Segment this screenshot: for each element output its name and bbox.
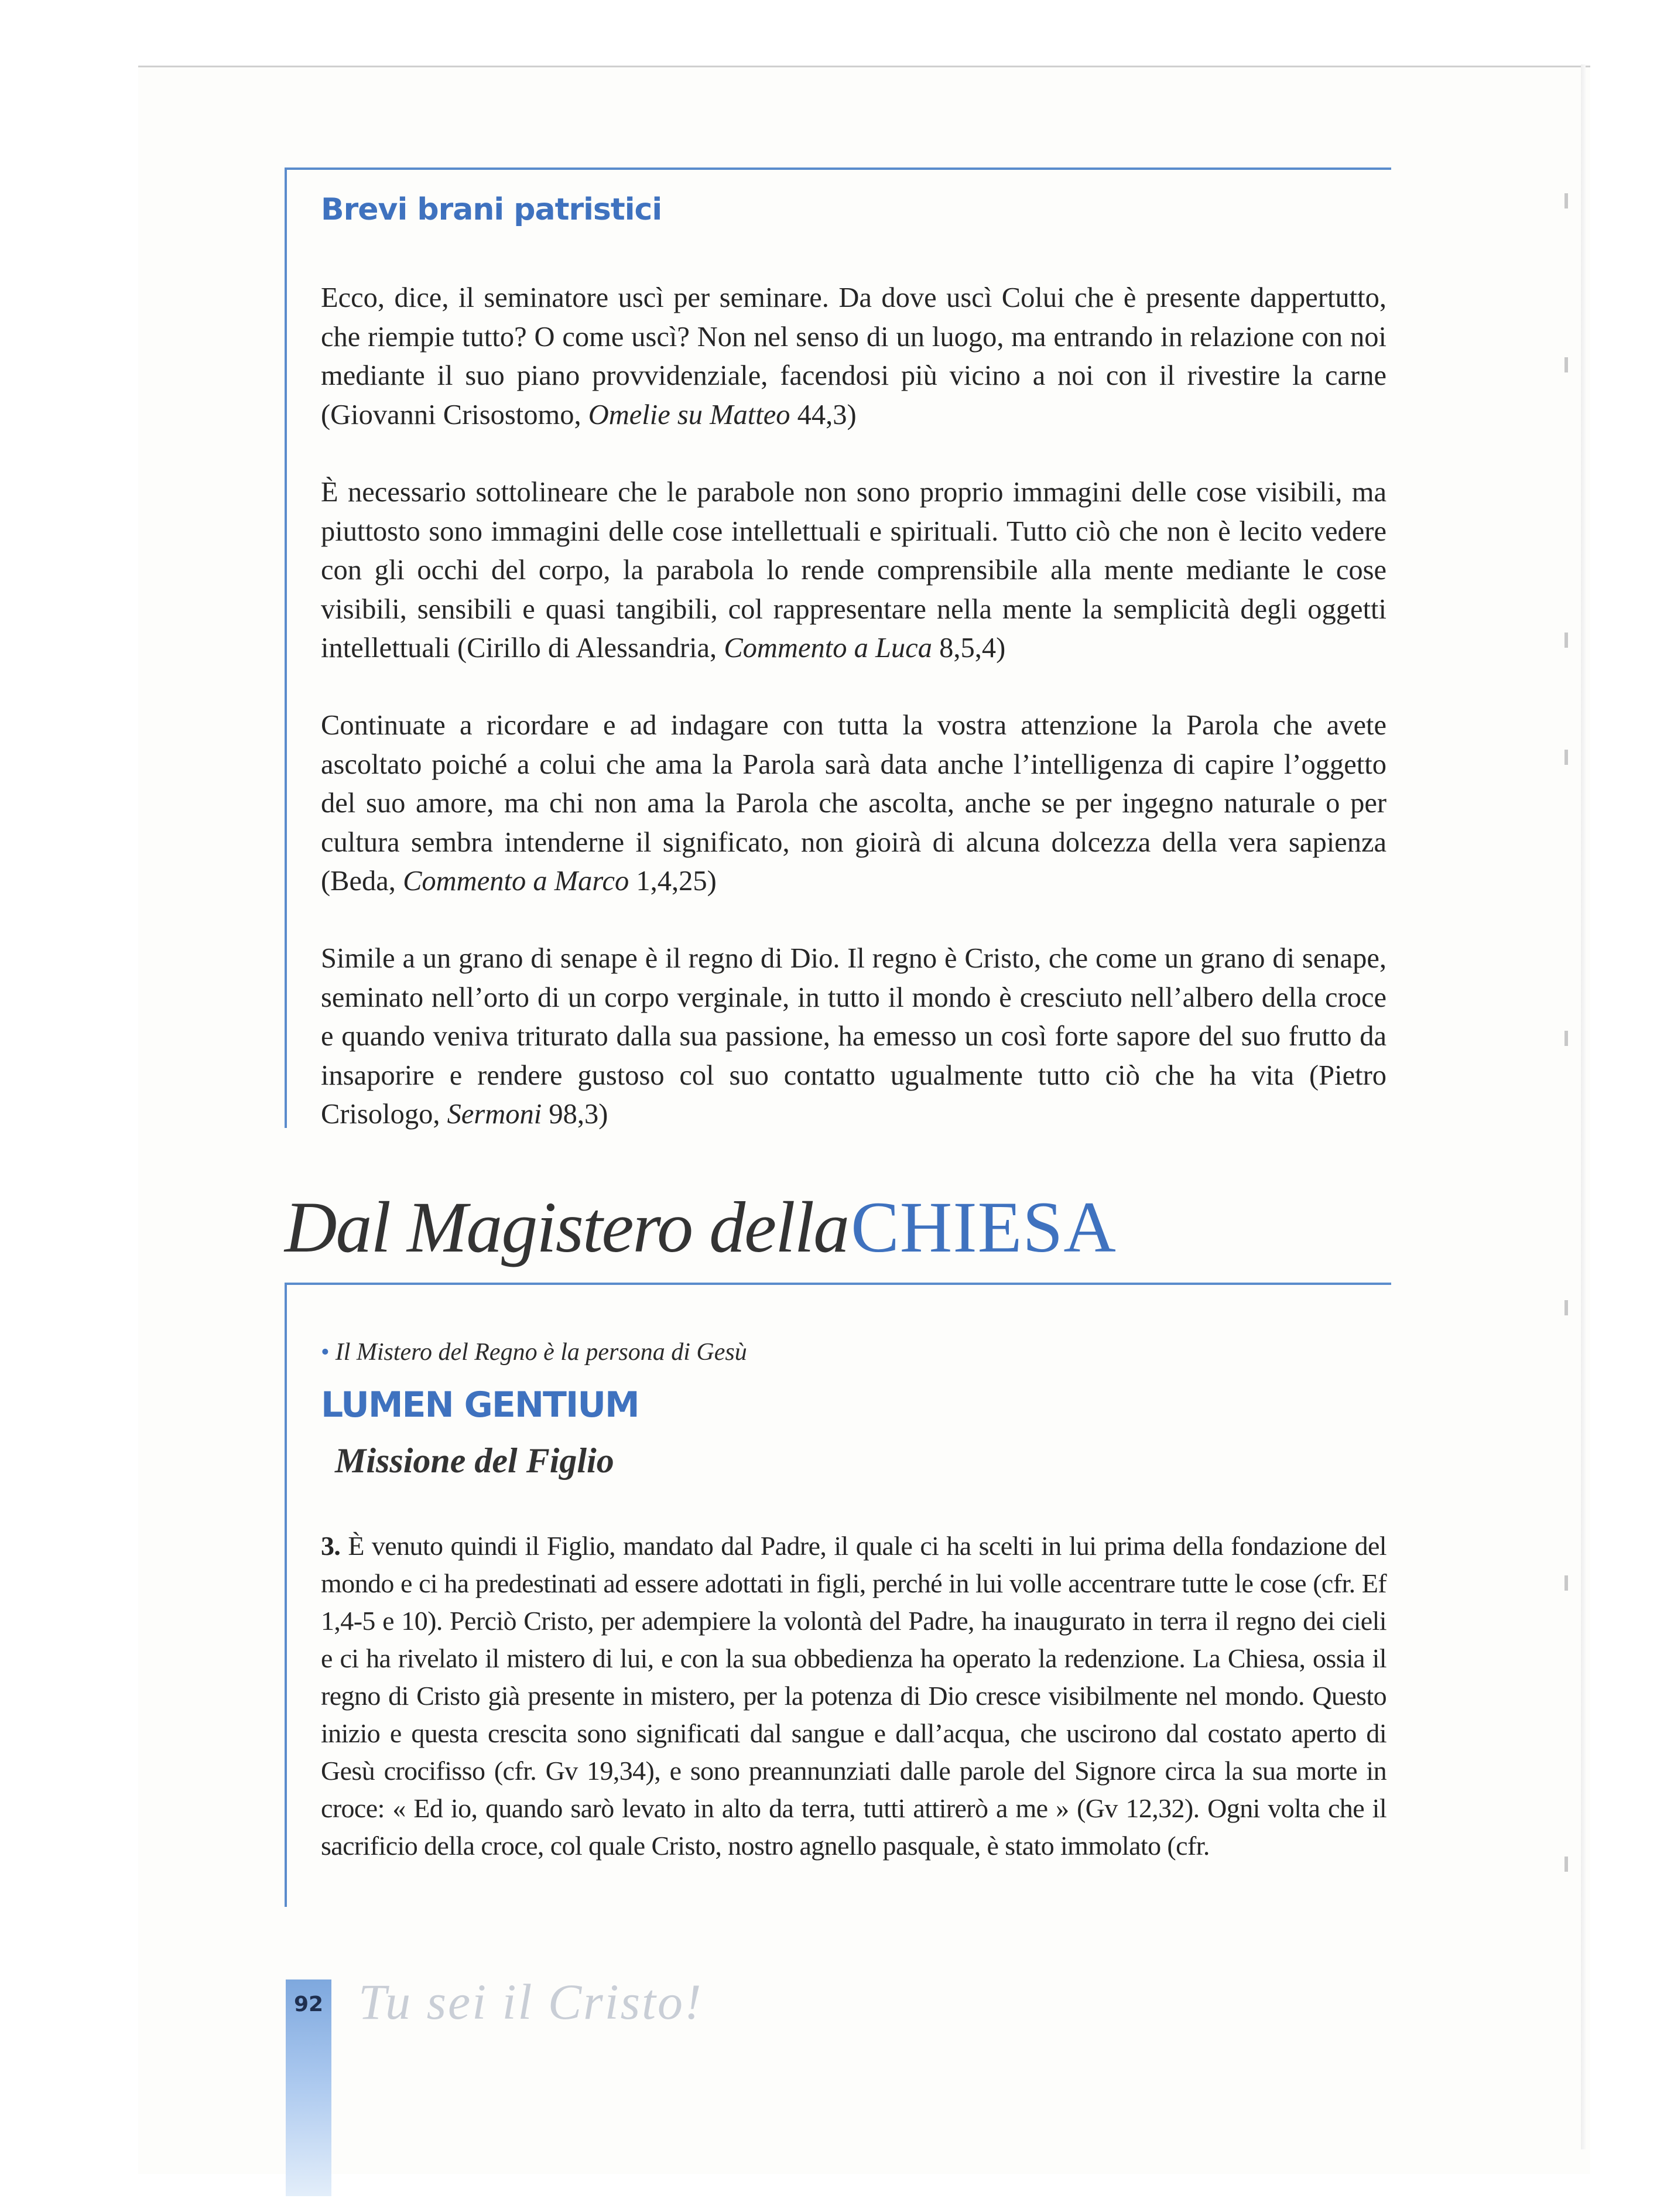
bullet-text: Il Mistero del Regno è la persona di Gesù (335, 1339, 747, 1366)
paragraph-text: Continuate a ricordare e ad indagare con tutta la vostra attenzione la Parola che avete ascoltato poiché a colui che ama la Parola sarà data anche l’intelligenza di capire l’oggetto del suo amore, ma chi non ama la Parola che ascolta, anche se per ingegno naturale o per cultura sembra intenderne il significato, non gioirà di alcuna dolcezza della vera sapienza (Beda, (321, 710, 1386, 897)
margin-mark (1564, 633, 1568, 648)
section-heading-caps: CHIESA (851, 1187, 1117, 1267)
page-number: 92 (293, 1992, 324, 2016)
patristic-paragraph-4 (321, 939, 1386, 1134)
section-heading-italic: Dal Magistero della (285, 1187, 849, 1267)
page-right-edge (1581, 64, 1586, 2149)
paragraph-number: 3. (321, 1531, 341, 1561)
section-rule (285, 1283, 1391, 1285)
paragraph-text: È necessario sottolineare che le parabole non sono proprio immagini delle cose visibili, ma piuttosto sono immagini delle cose intellettuali e spirituali. Tutto ciò che non è lecito vedere con gli occhi del corpo, la parabola lo rende comprensibile alla mente mediante le cose visibili, sensibili e quasi tangibili, col rappresentare nella mente la semplicità degli oggetti intellettuali (Cirillo di Alessandria, (321, 477, 1386, 664)
box-title: Brevi brani patristici (321, 192, 662, 227)
work-title: Commento a Marco (403, 866, 629, 897)
section-heading (285, 1186, 1117, 1269)
margin-mark (1564, 1857, 1568, 1872)
margin-mark (1564, 193, 1568, 208)
margin-mark (1564, 750, 1568, 765)
work-title: Sermoni (447, 1099, 542, 1130)
topic-bullet (321, 1338, 747, 1366)
paragraph-text: Ecco, dice, il seminatore uscì per seminare. Da dove uscì Colui che è presente dappertutto, che riempie tutto? O come uscì? Non nel senso di un luogo, ma entrando in relazione con noi mediante il suo piano provvidenziale, facendosi più vicino a noi con il rivestire la carne (Giovanni Crisostomo, (321, 282, 1386, 430)
paragraph-text: È venuto quindi il Figlio, mandato dal Padre, il quale ci ha scelti in lui prima della fondazione del mondo e ci ha predestinati ad essere adottati in figli, perché in lui volle accentrare tutte le cose (cfr. Ef 1,4-5 e 10). Perciò Cristo, per adempiere la volontà del Padre, ha inaugurato in terra il regno dei cieli e ci ha rivelato il mistero di lui, e con la sua obbedienza ha operato la redenzione. La Chiesa, ossia il regno di Cristo già presente in mistero, per la potenza di Dio cresce visibilmente nel mondo. Questo inizio e questa crescita sono significati dal sangue e dall’acqua, che uscirono dal costato aperto di Gesù crocifisso (cfr. Gv 19,34), e sono preannunziati dalle parole del Signore circa la sua morte in croce: « Ed io, quando sarò levato in alto da terra, tutti attirerò a me » (Gv 12,32). Ogni volta che il sacrificio della croce, col quale Cristo, nostro agnello pasquale, è stato immolato (cfr. (321, 1531, 1386, 1861)
running-footer-title: Tu sei il Cristo! (358, 1974, 703, 2030)
work-reference: 1,4,25) (629, 866, 717, 897)
patristic-paragraph-1 (321, 279, 1386, 435)
margin-mark (1564, 1575, 1568, 1591)
patristic-paragraph-2 (321, 473, 1386, 668)
work-reference: 8,5,4) (932, 633, 1006, 664)
patristic-paragraph-3 (321, 706, 1386, 901)
page-top-edge (138, 66, 1590, 67)
document-subtitle: Missione del Figlio (335, 1441, 614, 1480)
bullet-marker: • (321, 1339, 330, 1366)
work-reference: 98,3) (542, 1099, 608, 1130)
margin-mark (1564, 1031, 1568, 1046)
work-title: Omelie su Matteo (588, 399, 790, 430)
lumen-gentium-paragraph (321, 1527, 1386, 1865)
section-side-rule (285, 1285, 287, 1907)
work-reference: 44,3) (790, 399, 857, 430)
document-title: LUMEN GENTIUM (321, 1384, 639, 1425)
margin-mark (1564, 357, 1568, 372)
work-title: Commento a Luca (724, 633, 932, 664)
margin-mark (1564, 1300, 1568, 1315)
paragraph-text: Simile a un grano di senape è il regno di Dio. Il regno è Cristo, che come un grano di senape, seminato nell’orto di un corpo verginale, in tutto il mondo è cresciuto nell’albero della croce e quando veniva triturato dalla sua passione, ha emesso un così forte sapore del suo frutto da insaporire e rendere gustoso col suo contatto ugualmente tutto ciò che ha vita (Pietro Crisologo, (321, 943, 1386, 1130)
